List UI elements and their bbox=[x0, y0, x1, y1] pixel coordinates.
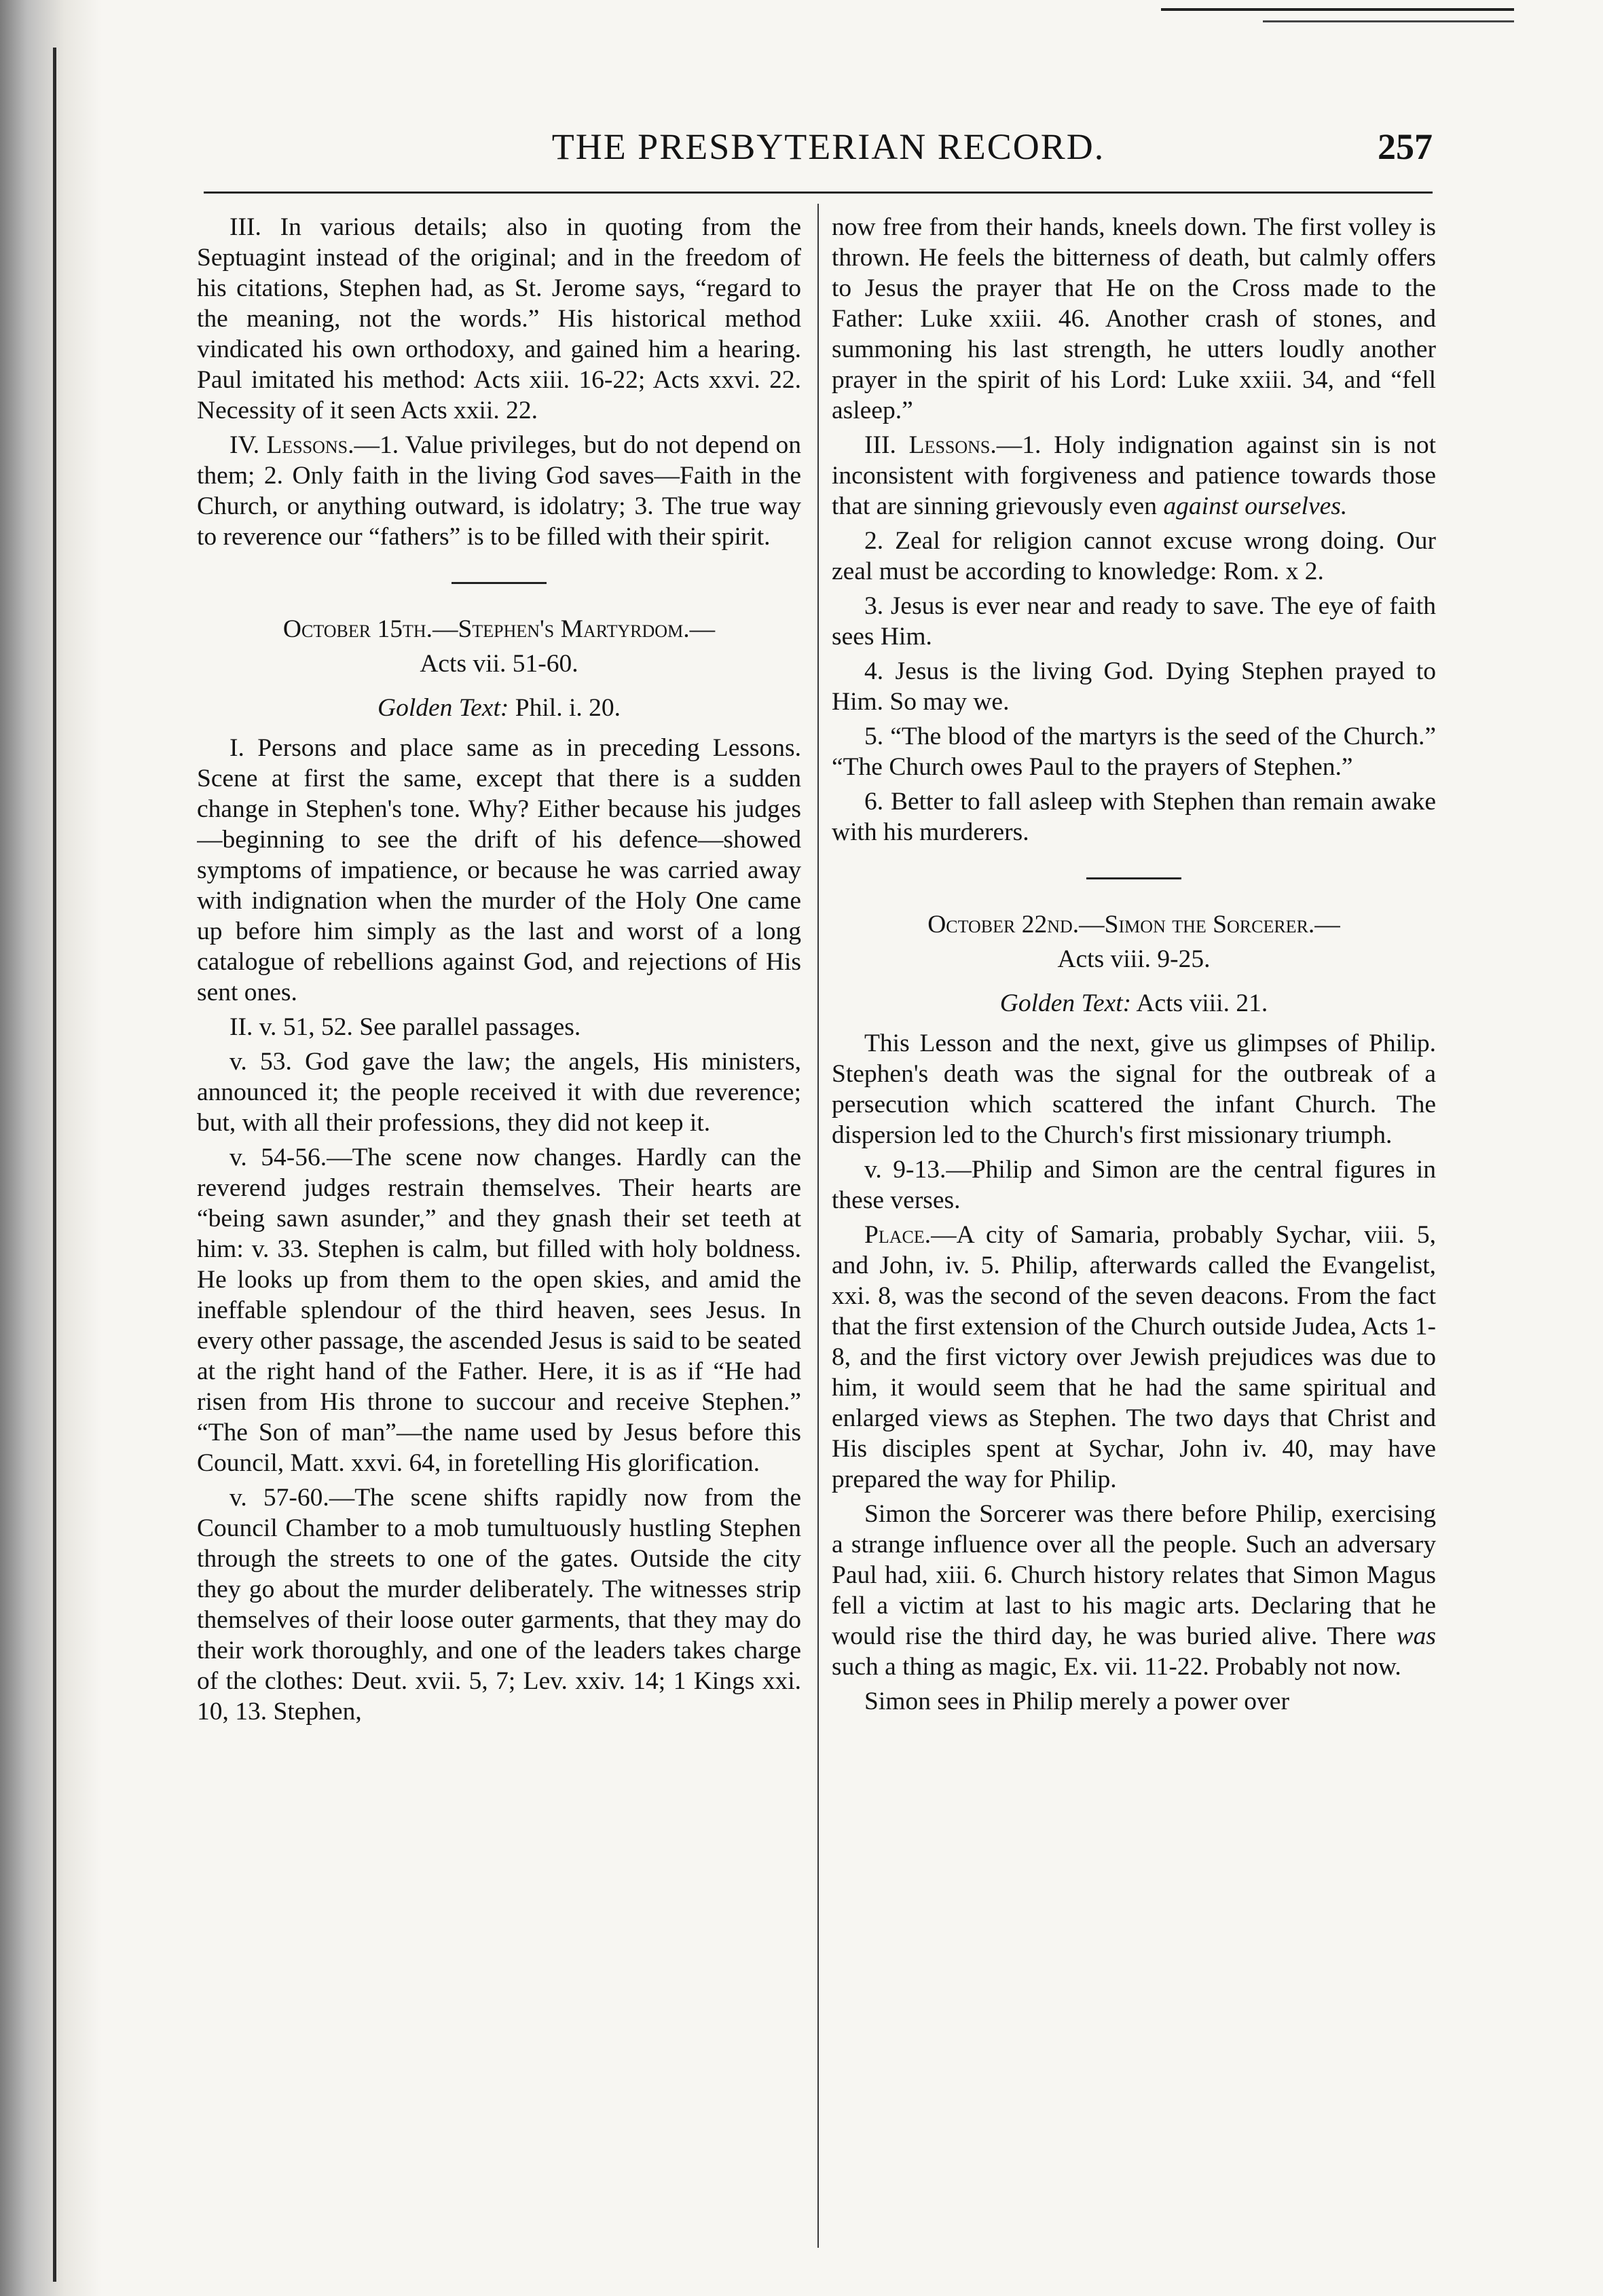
lesson-title: Simon the Sorcerer.— bbox=[1104, 911, 1340, 939]
corner-rule bbox=[1263, 20, 1514, 22]
lesson-point: 3. Jesus is ever near and ready to save. The eye of faith sees Him. bbox=[832, 592, 1436, 651]
lesson-date: October 22nd.— bbox=[927, 911, 1105, 939]
lessons-italic: against ourselves. bbox=[1163, 492, 1348, 520]
paragraph: v. 54-56.—The scene now changes. Hardly can the reverend judges restrain themselves. Their hearts are “being sawn asunder,” and they gnash their set teeth at him: v. 33. Stephen is calm, but filled with holy boldness. He looks up from them to the open skies, and amid the ineffable splendour of the third heaven, sees Jesus. In every other passage, the ascended Jesus is said to be seated at the right hand of the Father. Here, it is as if “He had risen from His throne to succour and receive Stephen.” “The Son of man”—the name used by Jesus before this Council, Matt. xxvi. 64, in foretelling His glorification. bbox=[197, 1144, 801, 1477]
lesson-point: 2. Zeal for religion cannot excuse wrong doing. Our zeal must be according to knowledge: Rom. x 2. bbox=[832, 527, 1436, 585]
paragraph: v. 53. God gave the law; the angels, His ministers, announced it; the people received it with due reverence; but, with all their professions, they did not keep it. bbox=[197, 1048, 801, 1137]
paragraph: Simon sees in Philip merely a power over bbox=[864, 1688, 1289, 1715]
page-number: 257 bbox=[1378, 126, 1433, 167]
simon-italic: was bbox=[1396, 1622, 1436, 1650]
binding-edge bbox=[0, 0, 102, 2296]
lesson-reference: Acts vii. 51-60. bbox=[420, 650, 578, 678]
golden-text-reference: Acts viii. 21. bbox=[1136, 989, 1268, 1017]
paragraph-iii-lessons bbox=[832, 430, 1436, 522]
golden-text-label: Golden Text: bbox=[999, 989, 1132, 1017]
paragraph: v. 9-13.—Philip and Simon are the central figures in these verses. bbox=[832, 1156, 1436, 1214]
paragraph: II. v. 51, 52. See parallel passages. bbox=[229, 1013, 581, 1041]
paragraph-continued: now free from their hands, kneels down. The first volley is thrown. He feels the bitterness of death, but calmly offers to Jesus the prayer that He on the Cross made to the Father: Luke xxiii. 46. Another crash of stones, and summoning his last strength, he utters loudly another prayer in the spirit of his Lord: Luke xxiii. 34, and “fell asleep.” bbox=[832, 213, 1436, 424]
page-title: THE PRESBYTERIAN RECORD. bbox=[551, 126, 1105, 167]
lessons-lead: III. Lessons. bbox=[864, 431, 997, 459]
simon-text: Simon the Sorcerer was there before Philip, exercising a strange influence over all the people. Such an adversary Paul had, xiii. 6. Church history relates that Simon Magus fell a victim at last to his magic arts. Declaring that he would rise the third day, he was buried alive. There bbox=[832, 1500, 1436, 1650]
paragraph-simon bbox=[832, 1499, 1436, 1682]
paragraph-place bbox=[832, 1220, 1436, 1495]
running-head bbox=[204, 126, 1433, 180]
golden-text-reference: Phil. i. 20. bbox=[515, 694, 621, 722]
column-divider bbox=[817, 204, 819, 2248]
paragraph-iv-lessons bbox=[197, 430, 801, 552]
golden-text bbox=[832, 988, 1436, 1019]
paragraph-iii: III. In various details; also in quoting from the Septuagint instead of the original; and in the freedom of his citations, Stephen had, as St. Jerome says, “regard to the meaning, not the words.” His historical method vindicated his own orthodoxy, and gained him a hearing. Paul imitated his method: Acts xiii. 16-22; Acts xxvi. 22. Necessity of it seen Acts xxii. 22. bbox=[197, 213, 801, 424]
golden-text-label: Golden Text: bbox=[377, 694, 509, 722]
lesson-heading bbox=[197, 614, 801, 644]
place-lead: Place. bbox=[864, 1221, 932, 1249]
golden-text bbox=[197, 693, 801, 723]
lesson-point: 4. Jesus is the living God. Dying Stephen prayed to Him. So may we. bbox=[832, 657, 1436, 716]
left-column bbox=[197, 212, 801, 2249]
right-column bbox=[832, 212, 1436, 2249]
lesson-point: 5. “The blood of the martyrs is the seed of the Church.” “The Church owes Paul to the prayers of Stephen.” bbox=[832, 723, 1436, 781]
lessons-text: —1. Holy indignation against sin is not inconsistent with forgiveness and patience towards those that are sinning grievously even bbox=[832, 431, 1436, 520]
binding-rule bbox=[53, 48, 56, 2282]
lesson-point: 6. Better to fall asleep with Stephen than remain awake with his murderers. bbox=[832, 788, 1436, 846]
header-rule bbox=[204, 192, 1433, 194]
lessons-text: —1. Value privileges, but do not depend on them; 2. Only faith in the living God saves—Faith in the Church, or anything outward, is idolatry; 3. The true way to reverence our “fathers” is to be filled with their spirit. bbox=[197, 431, 801, 551]
place-text: —A city of Samaria, probably Sychar, viii. 5, and John, iv. 5. Philip, afterwards called the Evangelist, xxi. 8, was the second of the seven deacons. From the fact that the first extension of the Church outside Judea, Acts 1-8, and the first victory over Jewish prejudices was due to him, it would seem that he had the same spiritual and enlarged views as Stephen. The two days that Christ and His disciples spent at Sychar, John iv. 40, may have prepared the way for Philip. bbox=[832, 1221, 1436, 1493]
lesson-title: Stephen's Martyrdom.— bbox=[458, 615, 716, 643]
paragraph: This Lesson and the next, give us glimpses of Philip. Stephen's death was the signal for the outbreak of a persecution which scattered the infant Church. The dispersion led to the Church's first missionary triumph. bbox=[832, 1029, 1436, 1149]
lessons-lead: IV. Lessons. bbox=[229, 431, 354, 459]
section-separator bbox=[1086, 877, 1181, 879]
lesson-reference: Acts viii. 9-25. bbox=[1057, 945, 1211, 973]
paragraph: I. Persons and place same as in preceding Lessons. Scene at first the same, except that there is a sudden change in Stephen's tone. Why? Either because his judges—beginning to see the drift of his defence—showed symptoms of impatience, or because he was carried away with indignation when the murder of the Holy One came up before him simply as the last and worst of a long catalogue of rebellions against God, and rejections of His sent ones. bbox=[197, 734, 801, 1006]
simon-text-end: such a thing as magic, Ex. vii. 11-22. Probably not now. bbox=[832, 1653, 1401, 1681]
lesson-heading bbox=[832, 909, 1436, 940]
lesson-date: October 15th.— bbox=[282, 615, 458, 643]
section-separator bbox=[452, 582, 547, 584]
corner-rule bbox=[1161, 8, 1514, 11]
paragraph: v. 57-60.—The scene shifts rapidly now from the Council Chamber to a mob tumultuously hustling Stephen through the streets to one of the gates. Outside the city they go about the murder deliberately. The witnesses strip themselves of their loose outer garments, that they may do their work thoroughly, and one of the leaders takes charge of the clothes: Deut. xvii. 5, 7; Lev. xxiv. 14; 1 Kings xxi. 10, 13. Stephen, bbox=[197, 1484, 801, 1726]
